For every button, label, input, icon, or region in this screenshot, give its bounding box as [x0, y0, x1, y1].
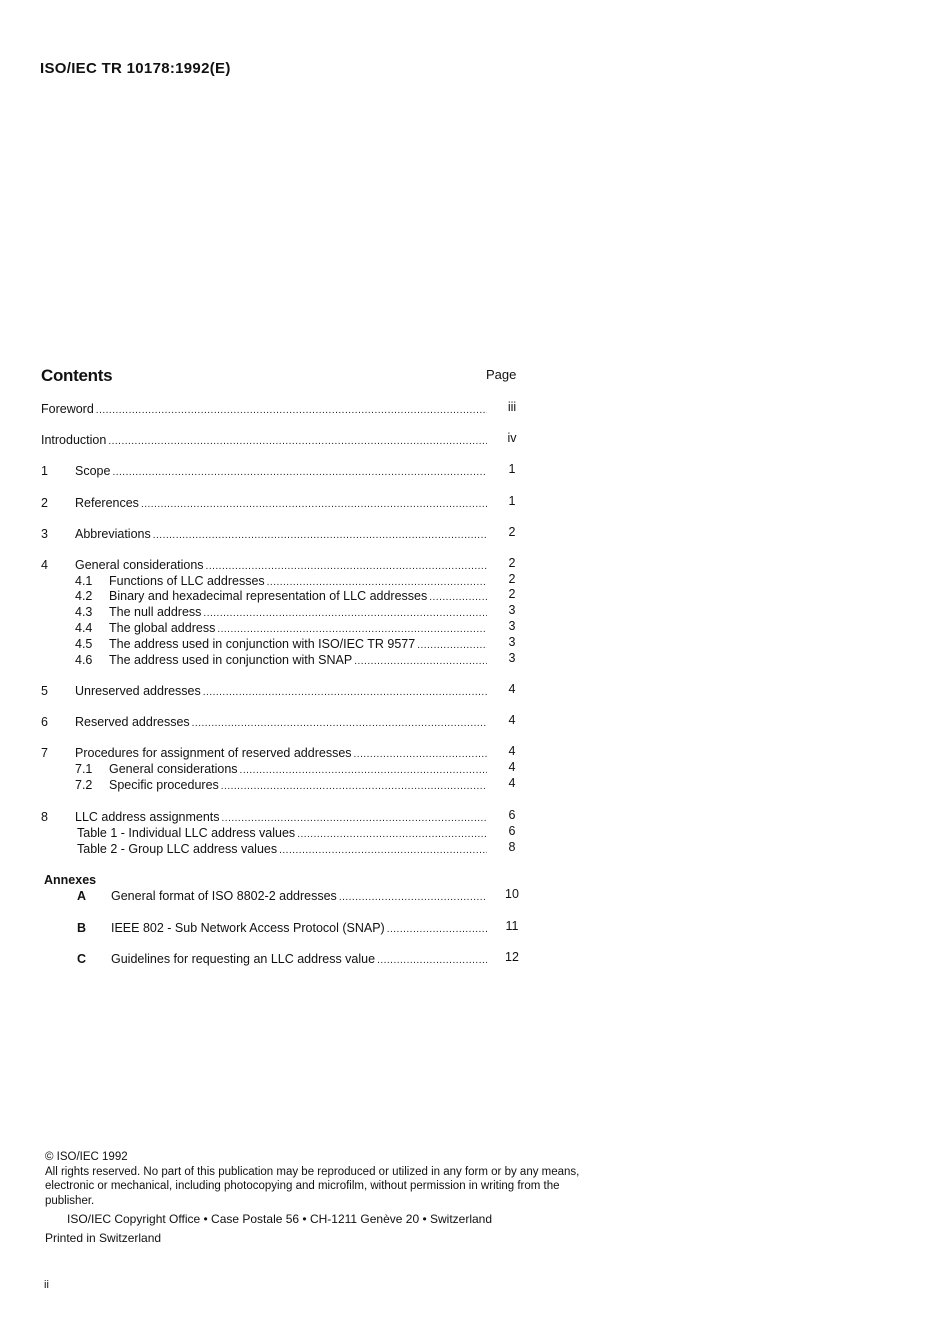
toc-entry-number: 7.2	[75, 778, 93, 792]
toc-entry-label: Foreword	[41, 402, 94, 416]
toc-entry-page: 1	[508, 462, 516, 476]
contents-title: Contents	[41, 366, 113, 385]
toc-entry-label: The global address	[109, 621, 216, 635]
toc-entry-page: 3	[508, 635, 516, 649]
toc-entry-label: Table 1 - Individual LLC address values	[77, 826, 296, 840]
page-column-label: Page	[486, 367, 517, 382]
toc-entry-number: 2	[41, 496, 48, 510]
copyright-notice	[45, 1150, 585, 1245]
toc-entry-label: Procedures for assignment of reserved addresses	[75, 746, 352, 760]
toc-entry-label: Binary and hexadecimal representation of LLC addresses	[109, 589, 428, 603]
toc-entry-page: 2	[508, 556, 516, 570]
toc-entry-introduction[interactable]	[41, 432, 487, 448]
leader-dots	[141, 497, 487, 513]
toc-entry-page: 2	[508, 525, 516, 539]
toc-entry-references[interactable]	[41, 495, 487, 511]
toc-entry-label: Functions of LLC addresses	[109, 574, 265, 588]
toc-entry-label: References	[75, 496, 139, 510]
leader-dots	[377, 953, 487, 969]
toc-entry-page: 8	[508, 840, 516, 854]
toc-entry-page: 2	[508, 587, 516, 601]
printed-in: Printed in Switzerland	[45, 1230, 162, 1245]
page-number: ii	[44, 1279, 49, 1291]
leader-dots	[203, 685, 487, 701]
annex-letter: C	[77, 952, 87, 966]
toc-subentry-4-5[interactable]	[75, 636, 487, 652]
toc-entry-page: 12	[505, 950, 519, 964]
toc-subentry-4-3[interactable]	[75, 604, 487, 620]
toc-entry-table-2[interactable]	[77, 841, 487, 857]
leader-dots	[192, 716, 487, 732]
toc-entry-page: 6	[508, 824, 516, 838]
toc-entry-general-considerations[interactable]	[41, 557, 487, 573]
toc-entry-number: 4.2	[75, 589, 93, 603]
annex-letter: A	[77, 889, 87, 903]
leader-dots	[112, 465, 487, 481]
toc-entry-label: Abbreviations	[75, 527, 151, 541]
toc-entry-label: Scope	[75, 464, 111, 478]
toc-entry-number: 4	[41, 558, 48, 572]
toc-entry-page: 6	[508, 808, 516, 822]
toc-entry-number: 1	[41, 464, 48, 478]
toc-annex-c[interactable]	[77, 951, 487, 967]
toc-entry-label: Introduction	[41, 433, 107, 447]
copyright-line: © ISO/IEC 1992	[45, 1151, 128, 1163]
toc-entry-label: General format of ISO 8802-2 addresses	[111, 889, 337, 903]
toc-entry-table-1[interactable]	[77, 825, 487, 841]
toc-entry-page: 3	[508, 651, 516, 665]
toc-entry-foreword[interactable]	[41, 401, 487, 417]
toc-entry-page: iv	[507, 431, 517, 445]
toc-entry-label: The address used in conjunction with SNAP	[109, 653, 353, 667]
toc-entry-page: 4	[508, 776, 516, 790]
toc-subentry-4-1[interactable]	[75, 573, 487, 589]
toc-entry-number: 8	[41, 810, 48, 824]
toc-entry-page: 2	[508, 572, 516, 586]
leader-dots	[221, 779, 487, 795]
toc-entry-label: Specific procedures	[109, 778, 219, 792]
toc-entry-number: 4.4	[75, 621, 93, 635]
toc-entry-number: 7.1	[75, 762, 93, 776]
toc-annex-a[interactable]	[77, 888, 487, 904]
toc-entry-number: 6	[41, 715, 48, 729]
leader-dots	[387, 922, 487, 938]
annexes-heading: Annexes	[44, 873, 97, 887]
toc-entry-page: 3	[508, 619, 516, 633]
toc-entry-page: 1	[508, 494, 516, 508]
toc-subentry-4-4[interactable]	[75, 620, 487, 636]
toc-entry-page: iii	[507, 400, 517, 414]
leader-dots	[354, 654, 487, 670]
toc-entry-label: The address used in conjunction with ISO/IEC TR 9577	[109, 637, 416, 651]
leader-dots	[153, 528, 487, 544]
toc-subentry-7-2[interactable]	[75, 777, 487, 793]
copyright-office-address: ISO/IEC Copyright Office • Case Postale 56 • CH-1211 Genève 20 • Switzerland	[67, 1212, 493, 1226]
document-header-title: ISO/IEC TR 10178:1992(E)	[40, 60, 231, 77]
toc-entry-procedures[interactable]	[41, 745, 487, 761]
toc-entry-number: 4.5	[75, 637, 93, 651]
toc-entry-label: LLC address assignments	[75, 810, 220, 824]
toc-entry-number: 4.1	[75, 574, 93, 588]
toc-entry-unreserved-addresses[interactable]	[41, 683, 487, 699]
toc-entry-label: IEEE 802 - Sub Network Access Protocol (SNAP)	[111, 921, 385, 935]
leader-dots	[108, 434, 487, 450]
toc-entry-label: The null address	[109, 605, 202, 619]
toc-entry-label: General considerations	[109, 762, 238, 776]
toc-entry-label: Table 2 - Group LLC address values	[77, 842, 278, 856]
rights-statement: All rights reserved. No part of this publication may be reproduced or utilized in any form or by any means, electronic or mechanical, including photocopying and microfilm, without permission in writing from the publisher.	[45, 1165, 580, 1207]
toc-entry-page: 4	[508, 713, 516, 727]
toc-entry-number: 7	[41, 746, 48, 760]
toc-entry-reserved-addresses[interactable]	[41, 714, 487, 730]
toc-entry-abbreviations[interactable]	[41, 526, 487, 542]
toc-entry-llc-address-assignments[interactable]	[41, 809, 487, 825]
toc-entry-page: 10	[505, 887, 519, 901]
toc-entry-page: 11	[505, 919, 519, 933]
toc-entry-label: Unreserved addresses	[75, 684, 201, 698]
toc-subentry-4-2[interactable]	[75, 588, 487, 604]
toc-entry-number: 3	[41, 527, 48, 541]
toc-entry-label: Reserved addresses	[75, 715, 190, 729]
toc-entry-number: 5	[41, 684, 48, 698]
toc-entry-page: 4	[508, 744, 516, 758]
toc-entry-page: 4	[508, 682, 516, 696]
toc-entry-page: 4	[508, 760, 516, 774]
leader-dots	[279, 843, 487, 859]
toc-entry-scope[interactable]	[41, 463, 487, 479]
toc-entry-number: 4.3	[75, 605, 93, 619]
toc-subentry-7-1[interactable]	[75, 761, 487, 777]
toc-entry-label: Guidelines for requesting an LLC address value	[111, 952, 376, 966]
annex-letter: B	[77, 921, 87, 935]
toc-entry-label: General considerations	[75, 558, 204, 572]
toc-entry-page: 3	[508, 603, 516, 617]
leader-dots	[96, 403, 487, 419]
toc-entry-number: 4.6	[75, 653, 93, 667]
toc-annex-b[interactable]	[77, 920, 487, 936]
leader-dots	[339, 890, 487, 906]
toc-subentry-4-6[interactable]	[75, 652, 487, 668]
